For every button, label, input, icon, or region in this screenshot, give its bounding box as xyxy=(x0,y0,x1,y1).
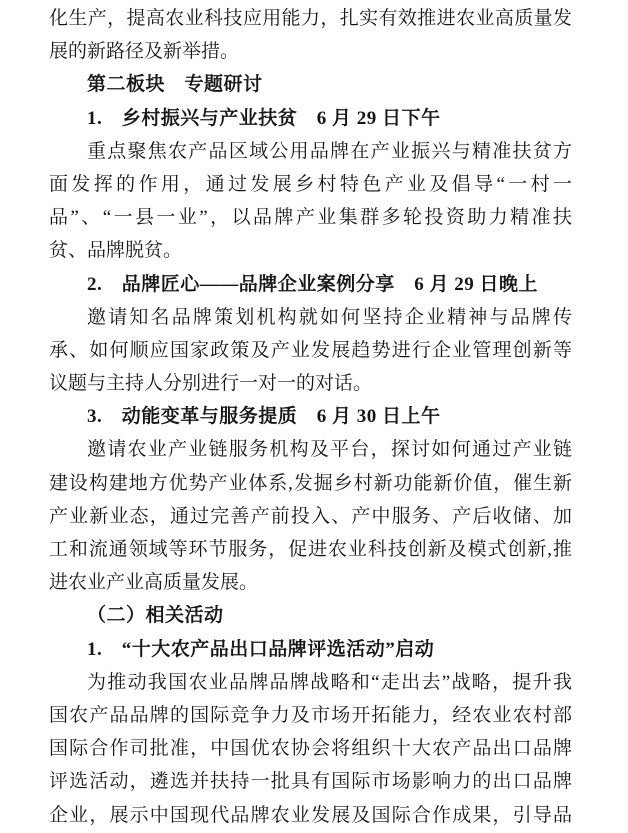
body-line-continuation: 化生产，提高农业科技应用能力，扎实有效推进农业高质量发 xyxy=(49,8,572,29)
heading-activity-1-export-brand-selection: 1. “十大农产品出口品牌评选活动”启动 xyxy=(87,638,435,660)
para-activity-1-line-4: 评选活动，遴选并扶持一批具有国际市场影响力的出口品牌 xyxy=(49,771,572,793)
para-activity-1-line-5: 企业，展示中国现代品牌农业发展及国际合作成果，引导品 xyxy=(49,804,572,826)
heading-related-activities: （二）相关活动 xyxy=(87,605,224,627)
heading-topic-3-service-upgrade: 3. 动能变革与服务提质 6 月 30 日上午 xyxy=(87,406,441,428)
para-activity-1-line-3: 国际合作司批准，中国优农协会将组织十大农产品出口品牌 xyxy=(49,738,572,760)
para-topic-3-line-4: 工和流通领域等环节服务，促进农业科技创新及模式创新,推 xyxy=(49,539,572,560)
para-topic-2-line-1: 邀请知名品牌策划机构就如何坚持企业精神与品牌传 xyxy=(87,306,572,328)
body-line-paragraph-end: 展的新路径及新举措。 xyxy=(49,41,240,63)
para-activity-1-line-1: 为推动我国农业品牌品牌战略和“走出去”战略，提升我 xyxy=(87,671,572,693)
heading-second-module: 第二板块 专题研讨 xyxy=(87,74,263,96)
para-topic-3-line-1: 邀请农业产业链服务机构及平台，探讨如何通过产业链 xyxy=(87,439,572,461)
heading-topic-1-rural-revitalization: 1. 乡村振兴与产业扶贫 6 月 29 日下午 xyxy=(87,107,441,129)
para-topic-2-line-3: 议题与主持人分别进行一对一的对话。 xyxy=(49,373,373,395)
para-topic-3-line-3: 产业新业态，通过完善产前投入、产中服务、产后收储、加 xyxy=(49,505,572,527)
para-activity-1-line-2: 国农产品品牌的国际竞争力及市场开拓能力，经农业农村部 xyxy=(49,704,572,726)
para-topic-1-line-4: 贫、品牌脱贫。 xyxy=(49,240,183,262)
para-topic-3-line-2: 建设构建地方优势产业体系,发掘乡村新功能新价值，催生新 xyxy=(49,472,572,494)
para-topic-1-line-2: 面发挥的作用，通过发展乡村特色产业及倡导“一村一 xyxy=(49,173,572,195)
para-topic-3-line-5: 进农业产业高质量发展。 xyxy=(49,572,259,594)
para-topic-1-line-3: 品”、“一县一业”，以品牌产业集群多轮投资助力精准扶 xyxy=(49,207,572,229)
heading-topic-2-brand-craftsmanship: 2. 品牌匠心——品牌企业案例分享 6 月 29 日晚上 xyxy=(87,273,539,295)
para-topic-1-line-1: 重点聚焦农产品区域公用品牌在产业振兴与精准扶贫方 xyxy=(87,140,572,162)
para-topic-2-line-2: 承、如何顺应国家政策及产业发展趋势进行企业管理创新等 xyxy=(49,339,572,361)
